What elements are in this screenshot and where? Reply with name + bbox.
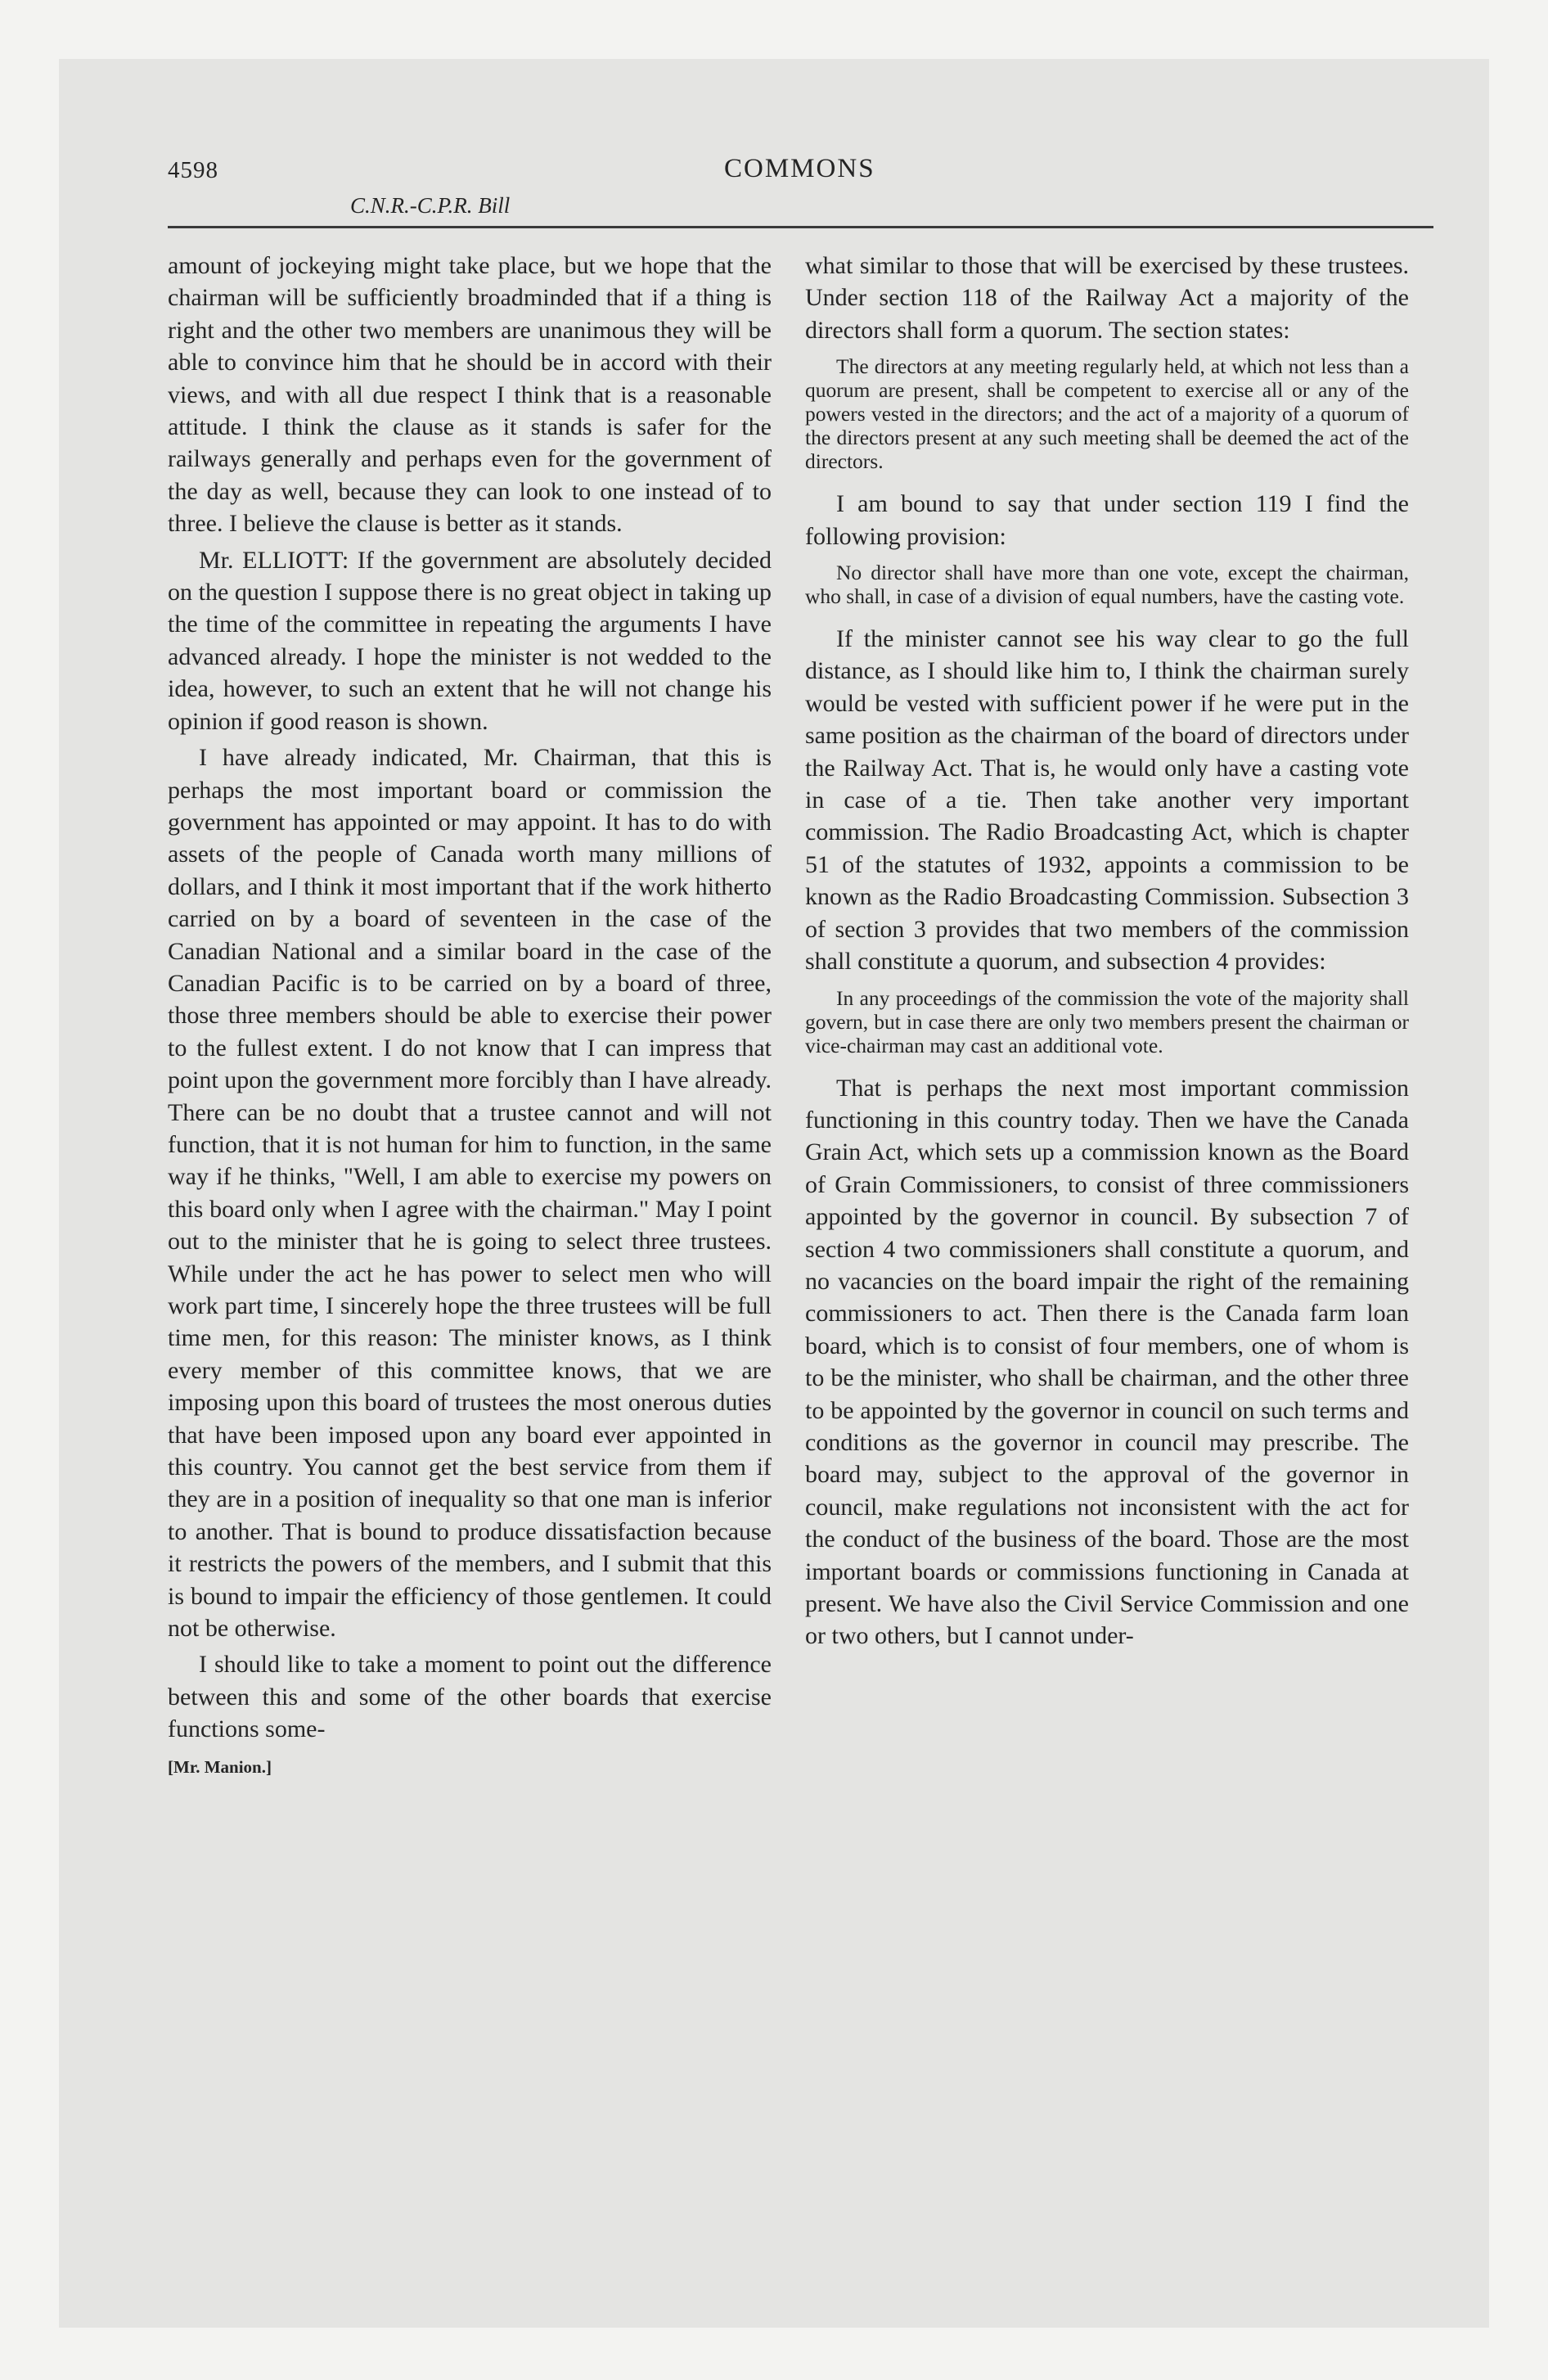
page-number: 4598 (168, 157, 218, 183)
paragraph: I am bound to say that under section 119 I find the following provision: (805, 490, 1409, 550)
paragraph: If the minister cannot see his way clear to go the full distance, as I should like him to, I think the chairman surely would be vested with sufficient power if he were put in the same position as the chairman of the board of directors under the Railway Act. That is, he would only have a casting vote in case of a tie. Then take another very important commission. The Radio Broadcasting Act, which is chapter 51 of the statutes of 1932, appoints a commission to be known as the Radio Broadcasting Commission. Subsection 3 of section 3 provides that two members of the commission shall constitute a quorum, and subsection 4 provides: (805, 625, 1409, 976)
running-head: C.N.R.-C.P.R. Bill (350, 193, 511, 218)
paragraph: amount of jockeying might take place, but we hope that the chairman will be sufficiently broadminded that if a thing is right and the other two members are unanimous they will be able to convince him that he should be in accord with their views, and with all due respect I think that is a reasonable attitude. I think the clause as it stands is safer for the railways generally and perhaps even for the government of the day as well, because they can look to one instead of to three. I believe the clause is better as it stands. (168, 252, 772, 538)
page-header-title: COMMONS (724, 154, 875, 183)
right-column (805, 250, 1409, 1652)
paragraph: I have already indicated, Mr. Chairman, that this is perhaps the most important board or commission the government has appointed or may appoint. It has to do with assets of the people of Canada worth many millions of dollars, and I think it most important that if the work hitherto carried on by a board of seventeen in the case of the Canadian National and a similar board in the case of the Canadian Pacific is to be carried on by a board of three, those three members should be able to exercise their power to the fullest extent. I do not know that I can impress that point upon the government more forcibly than I have already. There can be no doubt that a trustee cannot and will not function, that it is not human for him to function, in the same way if he thinks, "Well, I am able to exercise my powers on this board only when I agree with the chairman." May I point out to the minister that he is going to select three trustees. While under the act he has power to select men who will work part time, I sincerely hope the three trustees will be full time men, for this reason: The minister knows, as I think every member of this committee knows, that we are imposing upon this board of trustees the most onerous duties that have been imposed upon any board ever appointed in this country. You cannot get the best service from them if they are in a position of inequality so that one man is inferior to another. That is bound to produce dissatisfaction because it restricts the powers of the members, and I submit that this is bound to impair the efficiency of those gentlemen. It could not be otherwise. (168, 744, 772, 1643)
paragraph: That is perhaps the next most important commission functioning in this country today. Then we have the Canada Grain Act, which sets up a commission known as the Board of Grain Commissioners, to consist of three commissioners appointed by the governor in council. By subsection 7 of section 4 two commissioners shall constitute a quorum, and no vacancies on the board impair the right of the remaining commissioners to act. Then there is the Canada farm loan board, which is to consist of four members, one of whom is to be the minister, who shall be chairman, and the other three to be appointed by the governor in council on such terms and conditions as the governor in council may prescribe. The board may, subject to the approval of the governor in council, make regulations not inconsistent with the act for the conduct of the business of the board. Those are the most important boards or commissions functioning in Canada at present. We have also the Civil Service Commission and one or two others, but I cannot under- (805, 1074, 1409, 1650)
block-quote: In any proceedings of the commission the vote of the majority shall govern, but in case there are only two members present the chairman or vice-chairman may cast an additional vote. (805, 985, 1409, 1057)
paragraph: what similar to those that will be exercised by these trustees. Under section 118 of the Railway Act a majority of the directors shall form a quorum. The section states: (805, 252, 1409, 344)
paragraph: I should like to take a moment to point out the difference between this and some of the other boards that exercise functions some- (168, 1651, 772, 1743)
paragraph: Mr. ELLIOTT: If the government are absolutely decided on the question I suppose there is no great object in taking up the time of the committee in repeating the arguments I have advanced already. I hope the minister is not wedded to the idea, however, to such an extent that he will not change his opinion if good reason is shown. (168, 546, 772, 735)
left-column (168, 250, 772, 1778)
block-quote: No director shall have more than one vote, except the chairman, who shall, in case of a division of equal numbers, have the casting vote. (805, 561, 1409, 609)
speaker-footnote: [Mr. Manion.] (168, 1756, 272, 1777)
block-quote: The directors at any meeting regularly held, at which not less than a quorum are present, shall be competent to exercise all or any of the powers vested in the directors; and the act of a majority of a quorum of the directors present at any such meeting shall be deemed the act of the directors. (805, 354, 1409, 474)
header-rule (168, 226, 1433, 228)
